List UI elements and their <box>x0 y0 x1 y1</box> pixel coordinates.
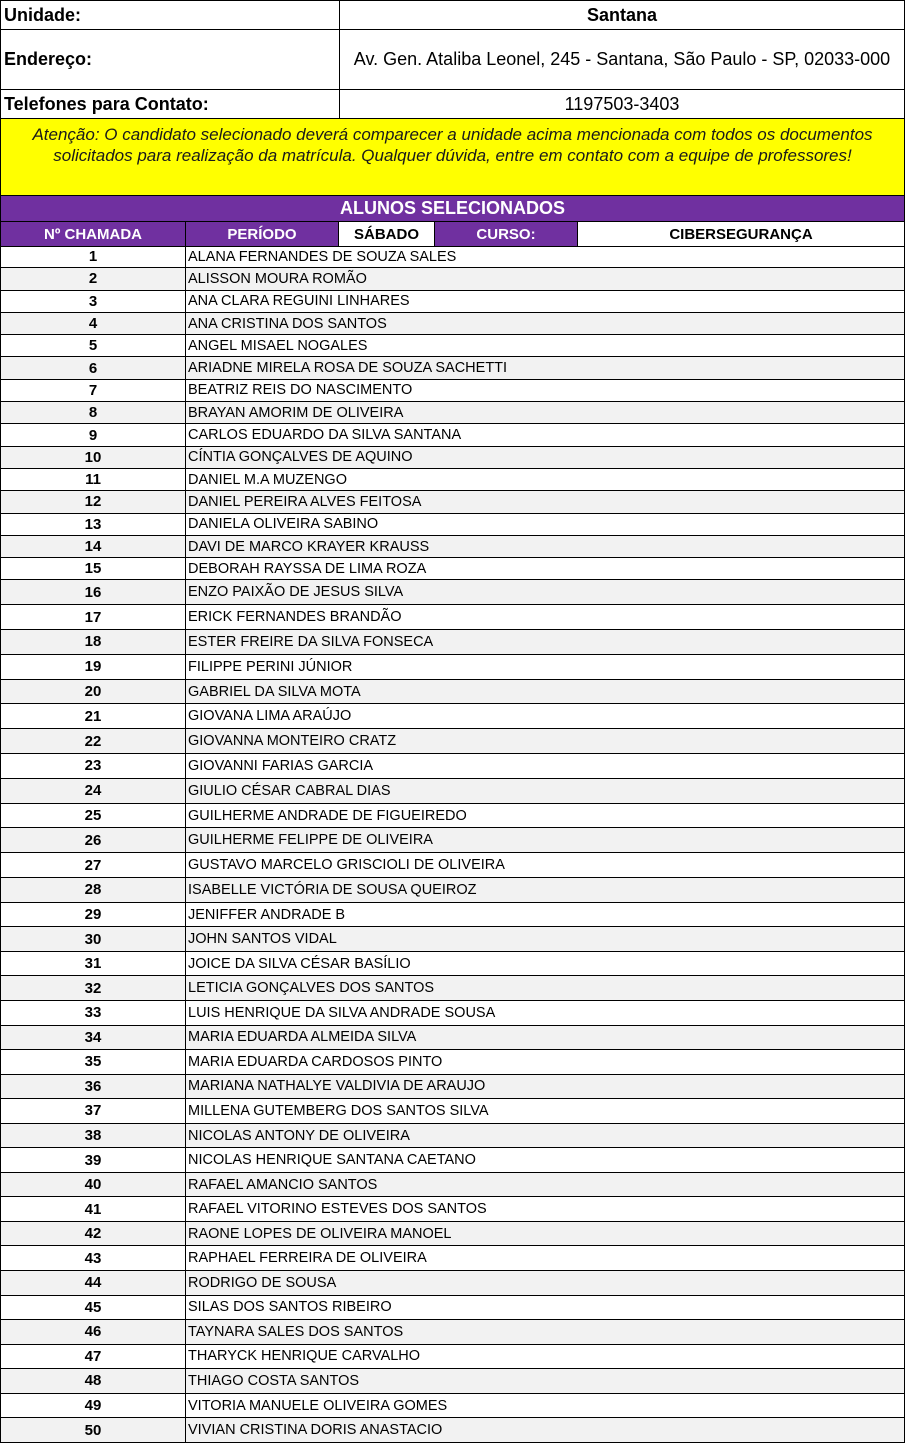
table-row <box>0 447 905 469</box>
table-row <box>0 514 905 536</box>
student-name: ESTER FREIRE DA SILVA FONSECA <box>188 633 434 650</box>
student-number: 22 <box>1 729 186 753</box>
student-name: RAPHAEL FERREIRA DE OLIVEIRA <box>188 1250 427 1267</box>
student-number: 49 <box>1 1394 186 1418</box>
table-row <box>0 605 905 630</box>
table-row <box>0 1394 905 1419</box>
table-row <box>0 1345 905 1370</box>
student-name: JOICE DA SILVA CÉSAR BASÍLIO <box>188 955 411 972</box>
telefone-label: Telefones para Contato: <box>1 90 340 118</box>
table-row <box>0 828 905 853</box>
student-name: RAFAEL VITORINO ESTEVES DOS SANTOS <box>188 1201 487 1218</box>
table-row <box>0 1148 905 1173</box>
table-row <box>0 491 905 513</box>
student-name: RAFAEL AMANCIO SANTOS <box>188 1176 378 1193</box>
student-number: 35 <box>1 1050 186 1074</box>
student-name: GABRIEL DA SILVA MOTA <box>188 683 361 700</box>
telefone-value: 1197503-3403 <box>564 93 680 114</box>
student-name: FILIPPE PERINI JÚNIOR <box>188 658 353 675</box>
table-row <box>0 1222 905 1247</box>
student-name: ERICK FERNANDES BRANDÃO <box>188 609 402 626</box>
table-row <box>0 680 905 705</box>
student-name: NICOLAS ANTONY DE OLIVEIRA <box>188 1127 410 1144</box>
table-row <box>0 1320 905 1345</box>
table-row <box>0 1099 905 1124</box>
student-number: 26 <box>1 828 186 852</box>
student-name: DEBORAH RAYSSA DE LIMA ROZA <box>188 560 427 577</box>
table-row <box>0 754 905 779</box>
unidade-label: Unidade: <box>1 1 340 29</box>
student-number: 28 <box>1 878 186 902</box>
student-name: MILLENA GUTEMBERG DOS SANTOS SILVA <box>188 1102 489 1119</box>
student-name: LUIS HENRIQUE DA SILVA ANDRADE SOUSA <box>188 1004 496 1021</box>
student-number: 38 <box>1 1124 186 1148</box>
student-name: JOHN SANTOS VIDAL <box>188 931 337 948</box>
table-row <box>0 1296 905 1321</box>
student-number: 25 <box>1 804 186 828</box>
table-row <box>0 1418 905 1443</box>
student-name: TAYNARA SALES DOS SANTOS <box>188 1323 404 1340</box>
student-number: 39 <box>1 1148 186 1172</box>
student-number: 46 <box>1 1320 186 1344</box>
table-row <box>0 903 905 928</box>
header-periodo: PERÍODO <box>186 222 339 246</box>
endereco-row <box>0 29 905 90</box>
student-number: 12 <box>1 491 186 512</box>
student-name: BEATRIZ REIS DO NASCIMENTO <box>188 382 413 399</box>
student-name: ARIADNE MIRELA ROSA DE SOUZA SACHETTI <box>188 360 508 377</box>
table-row <box>0 357 905 379</box>
student-number: 8 <box>1 402 186 423</box>
table-row <box>0 729 905 754</box>
table-row <box>0 246 905 268</box>
table-row <box>0 655 905 680</box>
student-name: ANA CRISTINA DOS SANTOS <box>188 315 387 332</box>
student-number: 1 <box>1 246 186 267</box>
students-list <box>0 246 905 1443</box>
table-row <box>0 469 905 491</box>
student-number: 44 <box>1 1271 186 1295</box>
student-name: DANIELA OLIVEIRA SABINO <box>188 516 379 533</box>
student-number: 14 <box>1 536 186 557</box>
student-name: ANGEL MISAEL NOGALES <box>188 337 368 354</box>
table-row <box>0 878 905 903</box>
table-row <box>0 630 905 655</box>
telefone-row <box>0 89 905 119</box>
table-row <box>0 704 905 729</box>
student-number: 23 <box>1 754 186 778</box>
student-name: DANIEL PEREIRA ALVES FEITOSA <box>188 493 422 510</box>
student-number: 24 <box>1 779 186 803</box>
table-row <box>0 313 905 335</box>
table-header-row <box>0 221 905 247</box>
table-row <box>0 927 905 952</box>
table-row <box>0 291 905 313</box>
student-name: ALANA FERNANDES DE SOUZA SALES <box>188 248 457 265</box>
student-number: 11 <box>1 469 186 490</box>
student-number: 6 <box>1 357 186 378</box>
student-number: 16 <box>1 580 186 604</box>
table-row <box>0 1197 905 1222</box>
table-row <box>0 536 905 558</box>
table-row <box>0 335 905 357</box>
table-title: ALUNOS SELECIONADOS <box>0 195 905 222</box>
table-row <box>0 580 905 605</box>
table-row <box>0 1124 905 1149</box>
student-number: 17 <box>1 605 186 629</box>
student-number: 10 <box>1 447 186 468</box>
student-name: MARIA EDUARDA CARDOSOS PINTO <box>188 1053 443 1070</box>
student-number: 19 <box>1 655 186 679</box>
unidade-value: Santana <box>586 4 658 25</box>
header-curso-value: CIBERSEGURANÇA <box>578 222 904 246</box>
student-number: 29 <box>1 903 186 927</box>
student-number: 34 <box>1 1026 186 1050</box>
student-number: 31 <box>1 952 186 976</box>
student-name: VITORIA MANUELE OLIVEIRA GOMES <box>188 1397 448 1414</box>
student-name: GIOVANA LIMA ARAÚJO <box>188 708 352 725</box>
table-row <box>0 779 905 804</box>
student-name: THIAGO COSTA SANTOS <box>188 1372 360 1389</box>
table-row <box>0 1026 905 1051</box>
student-number: 27 <box>1 853 186 877</box>
table-row <box>0 380 905 402</box>
table-row <box>0 402 905 424</box>
student-name: GUSTAVO MARCELO GRISCIOLI DE OLIVEIRA <box>188 857 505 874</box>
student-name: GIOVANNI FARIAS GARCIA <box>188 757 374 774</box>
student-name: GIULIO CÉSAR CABRAL DIAS <box>188 782 391 799</box>
student-name: LETICIA GONÇALVES DOS SANTOS <box>188 980 435 997</box>
student-number: 30 <box>1 927 186 951</box>
student-number: 7 <box>1 380 186 401</box>
student-number: 47 <box>1 1345 186 1369</box>
student-number: 36 <box>1 1075 186 1099</box>
student-number: 20 <box>1 680 186 704</box>
student-name: DANIEL M.A MUZENGO <box>188 471 347 488</box>
student-name: GIOVANNA MONTEIRO CRATZ <box>188 733 397 750</box>
student-name: GUILHERME ANDRADE DE FIGUEIREDO <box>188 807 467 824</box>
student-name: NICOLAS HENRIQUE SANTANA CAETANO <box>188 1152 476 1169</box>
student-name: MARIANA NATHALYE VALDIVIA DE ARAUJO <box>188 1078 486 1095</box>
table-row <box>0 976 905 1001</box>
student-name: ISABELLE VICTÓRIA DE SOUSA QUEIROZ <box>188 881 477 898</box>
student-name: JENIFFER ANDRADE B <box>188 906 346 923</box>
student-name: CARLOS EDUARDO DA SILVA SANTANA <box>188 427 462 444</box>
student-name: ENZO PAIXÃO DE JESUS SILVA <box>188 584 404 601</box>
student-name: GUILHERME FELIPPE DE OLIVEIRA <box>188 832 433 849</box>
table-row <box>0 1173 905 1198</box>
student-number: 9 <box>1 424 186 445</box>
table-row <box>0 1369 905 1394</box>
student-name: ANA CLARA REGUINI LINHARES <box>188 293 410 310</box>
student-number: 4 <box>1 313 186 334</box>
student-name: MARIA EDUARDA ALMEIDA SILVA <box>188 1029 417 1046</box>
attention-notice: Atenção: O candidato selecionado deverá comparecer a unidade acima mencionada com todos os documentos solicitados para realização da matrícula. Qualquer dúvida, entre em contato com a equipe de professores! <box>0 118 905 196</box>
endereco-label: Endereço: <box>1 30 340 89</box>
table-row <box>0 853 905 878</box>
table-row <box>0 268 905 290</box>
student-number: 50 <box>1 1418 186 1442</box>
header-curso: CURSO: <box>435 222 578 246</box>
student-number: 3 <box>1 291 186 312</box>
student-name: RAONE LOPES DE OLIVEIRA MANOEL <box>188 1225 452 1242</box>
student-name: BRAYAN AMORIM DE OLIVEIRA <box>188 404 404 421</box>
table-row <box>0 1075 905 1100</box>
student-number: 45 <box>1 1296 186 1320</box>
student-name: DAVI DE MARCO KRAYER KRAUSS <box>188 538 430 555</box>
student-number: 18 <box>1 630 186 654</box>
student-number: 15 <box>1 558 186 579</box>
table-row <box>0 1050 905 1075</box>
header-chamada: Nº CHAMADA <box>1 222 186 246</box>
student-number: 32 <box>1 976 186 1000</box>
header-periodo-value: SÁBADO <box>339 222 435 246</box>
student-number: 43 <box>1 1246 186 1270</box>
table-row <box>0 1001 905 1026</box>
student-number: 40 <box>1 1173 186 1197</box>
table-row <box>0 424 905 446</box>
student-number: 37 <box>1 1099 186 1123</box>
student-number: 13 <box>1 514 186 535</box>
student-number: 5 <box>1 335 186 356</box>
student-name: THARYCK HENRIQUE CARVALHO <box>188 1348 421 1365</box>
table-row <box>0 558 905 580</box>
student-number: 42 <box>1 1222 186 1246</box>
table-row <box>0 1271 905 1296</box>
student-number: 2 <box>1 268 186 289</box>
student-name: SILAS DOS SANTOS RIBEIRO <box>188 1299 392 1316</box>
table-row <box>0 1246 905 1271</box>
student-number: 41 <box>1 1197 186 1221</box>
student-number: 48 <box>1 1369 186 1393</box>
student-name: VIVIAN CRISTINA DORIS ANASTACIO <box>188 1422 443 1439</box>
endereco-value: Av. Gen. Ataliba Leonel, 245 - Santana, São Paulo - SP, 02033-000 <box>353 49 891 69</box>
table-row <box>0 804 905 829</box>
student-number: 21 <box>1 704 186 728</box>
student-name: RODRIGO DE SOUSA <box>188 1274 337 1291</box>
student-number: 33 <box>1 1001 186 1025</box>
student-name: ALISSON MOURA ROMÃO <box>188 270 367 287</box>
table-row <box>0 952 905 977</box>
student-name: CÍNTIA GONÇALVES DE AQUINO <box>188 449 413 466</box>
unidade-row <box>0 0 905 30</box>
